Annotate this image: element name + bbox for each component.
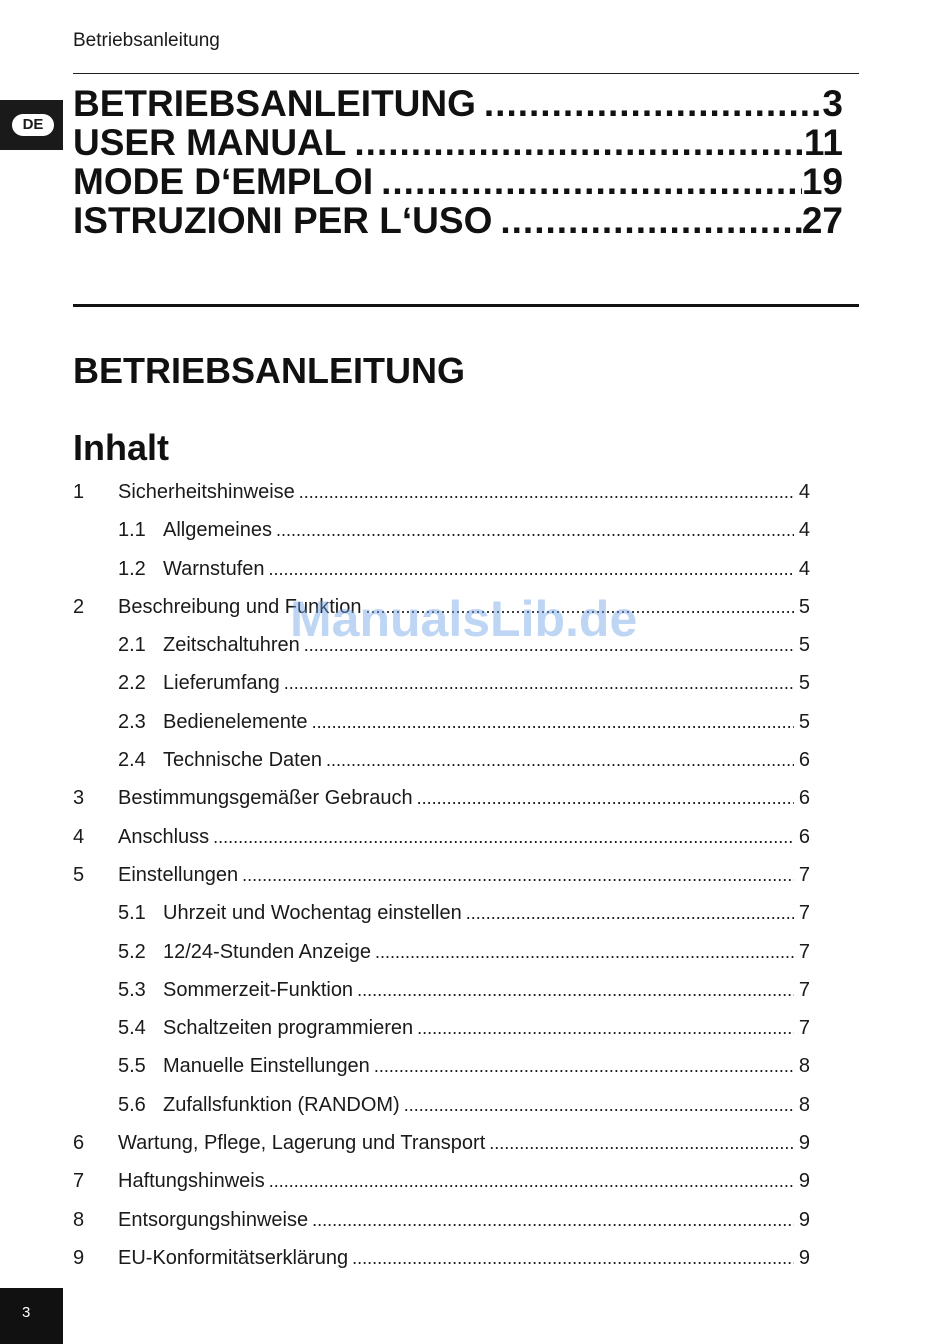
toc-entry-number: 6 — [73, 1132, 85, 1155]
dot-leader — [484, 84, 823, 123]
toc-entry-number: 5.1 — [118, 902, 146, 925]
toc-entry-number: 5.4 — [118, 1017, 146, 1040]
toc-entry-page: 4 — [798, 481, 810, 503]
toc-entry-number: 4 — [73, 825, 85, 848]
section-divider — [73, 304, 859, 307]
toc-entry[interactable] — [73, 664, 810, 702]
manual-entry[interactable] — [73, 123, 843, 162]
dot-leader — [489, 1124, 794, 1162]
toc-entry[interactable] — [73, 856, 810, 894]
dot-leader — [354, 123, 803, 162]
page-number-box — [0, 1288, 63, 1344]
toc-entry-page: 7 — [798, 1017, 810, 1040]
toc-entry-number: 1 — [73, 481, 85, 503]
toc-entry-label: Bestimmungsgemäßer Gebrauch — [118, 787, 413, 810]
toc-entry-label: Uhrzeit und Wochentag einstellen — [163, 902, 462, 925]
dot-leader — [284, 664, 794, 702]
dot-leader — [304, 626, 794, 664]
manual-page: 3 — [822, 83, 843, 124]
toc-entry-label: Entsorgungshinweise — [118, 1208, 309, 1231]
toc-entry-page: 4 — [798, 519, 810, 542]
dot-leader — [404, 1086, 794, 1124]
dot-leader — [357, 971, 794, 1009]
toc-entry-number: 1.1 — [118, 519, 146, 542]
toc-entry-number: 2.1 — [118, 634, 146, 657]
toc-entry-page: 9 — [798, 1246, 810, 1269]
manual-entry[interactable] — [73, 201, 843, 240]
table-of-contents — [73, 473, 810, 1277]
dot-leader — [326, 741, 794, 779]
manual-entry[interactable] — [73, 162, 843, 201]
toc-entry-number: 5.3 — [118, 978, 146, 1001]
header-rule — [73, 73, 859, 74]
toc-entry-page: 7 — [798, 978, 810, 1001]
toc-entry[interactable] — [73, 473, 810, 511]
dot-leader — [374, 1047, 794, 1085]
toc-entry-number: 5 — [73, 863, 85, 886]
toc-entry-label: 12/24-Stunden Anzeige — [163, 940, 371, 963]
toc-entry-label: Zeitschaltuhren — [163, 634, 300, 657]
toc-entry-number: 2.3 — [118, 710, 146, 733]
toc-entry[interactable] — [73, 550, 810, 588]
toc-entry-page: 8 — [798, 1093, 810, 1116]
toc-entry-label: Warnstufen — [163, 557, 265, 580]
toc-entry[interactable] — [73, 1047, 810, 1085]
toc-entry-page: 5 — [798, 595, 810, 618]
toc-entry-page: 4 — [798, 557, 810, 580]
toc-entry-label: Sicherheitshinweise — [118, 481, 295, 503]
toc-entry-label: Manuelle Einstellungen — [163, 1055, 370, 1078]
toc-entry-number: 3 — [73, 787, 85, 810]
manual-title: MODE D‘EMPLOI — [73, 161, 374, 202]
toc-entry-label: Sommerzeit-Funktion — [163, 978, 354, 1001]
dot-leader — [213, 818, 794, 856]
toc-entry-number: 2.2 — [118, 672, 146, 695]
toc-entry-number: 2 — [73, 595, 85, 618]
toc-entry-label: Schaltzeiten programmieren — [163, 1017, 414, 1040]
toc-entry-label: Allgemeines — [163, 519, 272, 542]
dot-leader — [366, 588, 794, 626]
dot-leader — [269, 1162, 794, 1200]
toc-entry[interactable] — [73, 1239, 810, 1277]
toc-entry-label: Zufallsfunktion (RANDOM) — [163, 1093, 400, 1116]
toc-entry-page: 8 — [798, 1055, 810, 1078]
toc-heading: Inhalt — [73, 427, 169, 468]
toc-entry-number: 1.2 — [118, 557, 146, 580]
toc-entry-label: Beschreibung und Funktion — [118, 595, 362, 618]
toc-entry[interactable] — [73, 971, 810, 1009]
manual-title: BETRIEBSANLEITUNG — [73, 83, 476, 124]
toc-entry[interactable] — [73, 703, 810, 741]
toc-entry[interactable] — [73, 741, 810, 779]
manual-page: 27 — [801, 200, 843, 241]
dot-leader — [312, 703, 794, 741]
dot-leader — [417, 1009, 794, 1047]
section-title: BETRIEBSANLEITUNG — [73, 350, 466, 391]
toc-entry-number: 5.2 — [118, 940, 146, 963]
toc-entry-page: 5 — [798, 634, 810, 657]
language-badge: DE — [12, 114, 54, 136]
toc-entry[interactable] — [73, 1201, 810, 1239]
manual-title: ISTRUZIONI PER L‘USO — [73, 200, 493, 241]
toc-entry-label: Technische Daten — [163, 749, 322, 772]
watermark: ManualsLib.de — [290, 591, 638, 647]
toc-entry-label: Bedienelemente — [163, 710, 308, 733]
toc-entry-page: 7 — [798, 902, 810, 925]
toc-entry-page: 6 — [798, 825, 810, 848]
toc-entry-page: 9 — [798, 1170, 810, 1193]
manual-language-list — [73, 84, 843, 240]
dot-leader — [269, 550, 794, 588]
toc-entry-number: 7 — [73, 1170, 85, 1193]
toc-entry-page: 5 — [798, 672, 810, 695]
toc-entry[interactable] — [73, 1124, 810, 1162]
toc-entry-number: 5.5 — [118, 1055, 146, 1078]
toc-entry-page: 9 — [798, 1132, 810, 1155]
dot-leader — [500, 201, 801, 240]
dot-leader — [417, 779, 794, 817]
toc-entry-number: 2.4 — [118, 749, 146, 772]
manual-title: USER MANUAL — [73, 122, 347, 163]
toc-entry-label: Lieferumfang — [163, 672, 280, 695]
toc-entry[interactable] — [73, 1086, 810, 1124]
toc-entry[interactable] — [73, 894, 810, 932]
toc-entry-number: 8 — [73, 1208, 85, 1231]
toc-entry[interactable] — [73, 779, 810, 817]
toc-entry-page: 6 — [798, 787, 810, 810]
toc-entry-page: 7 — [798, 940, 810, 963]
toc-entry-number: 5.6 — [118, 1093, 146, 1116]
running-header: Betriebsanleitung — [73, 30, 220, 51]
toc-entry-label: Anschluss — [118, 825, 210, 848]
dot-leader — [352, 1239, 794, 1277]
toc-entry[interactable] — [73, 1162, 810, 1200]
dot-leader — [381, 162, 802, 201]
page-number: 3 — [22, 1304, 31, 1321]
toc-entry-label: EU-Konformitätserklärung — [118, 1246, 349, 1269]
dot-leader — [299, 473, 794, 511]
toc-entry-label: Wartung, Pflege, Lagerung und Transport — [118, 1132, 486, 1155]
toc-entry-label: Haftungshinweis — [118, 1170, 265, 1193]
toc-entry-page: 6 — [798, 749, 810, 772]
toc-entry-page: 7 — [798, 863, 810, 886]
dot-leader — [276, 511, 794, 549]
toc-entry-number: 9 — [73, 1246, 85, 1269]
toc-entry-page: 5 — [798, 710, 810, 733]
manual-page: 11 — [803, 122, 843, 163]
dot-leader — [312, 1201, 794, 1239]
dot-leader — [466, 894, 794, 932]
toc-entry[interactable] — [73, 933, 810, 971]
toc-entry[interactable] — [73, 588, 810, 626]
language-tab — [0, 100, 63, 150]
toc-entry[interactable] — [73, 511, 810, 549]
toc-entry[interactable] — [73, 818, 810, 856]
toc-entry[interactable] — [73, 1009, 810, 1047]
toc-entry-label: Einstellungen — [118, 863, 239, 886]
manual-entry[interactable] — [73, 84, 843, 123]
toc-entry[interactable] — [73, 626, 810, 664]
manual-page: 19 — [801, 161, 843, 202]
toc-entry-page: 9 — [798, 1208, 810, 1231]
dot-leader — [242, 856, 794, 894]
dot-leader — [375, 933, 794, 971]
